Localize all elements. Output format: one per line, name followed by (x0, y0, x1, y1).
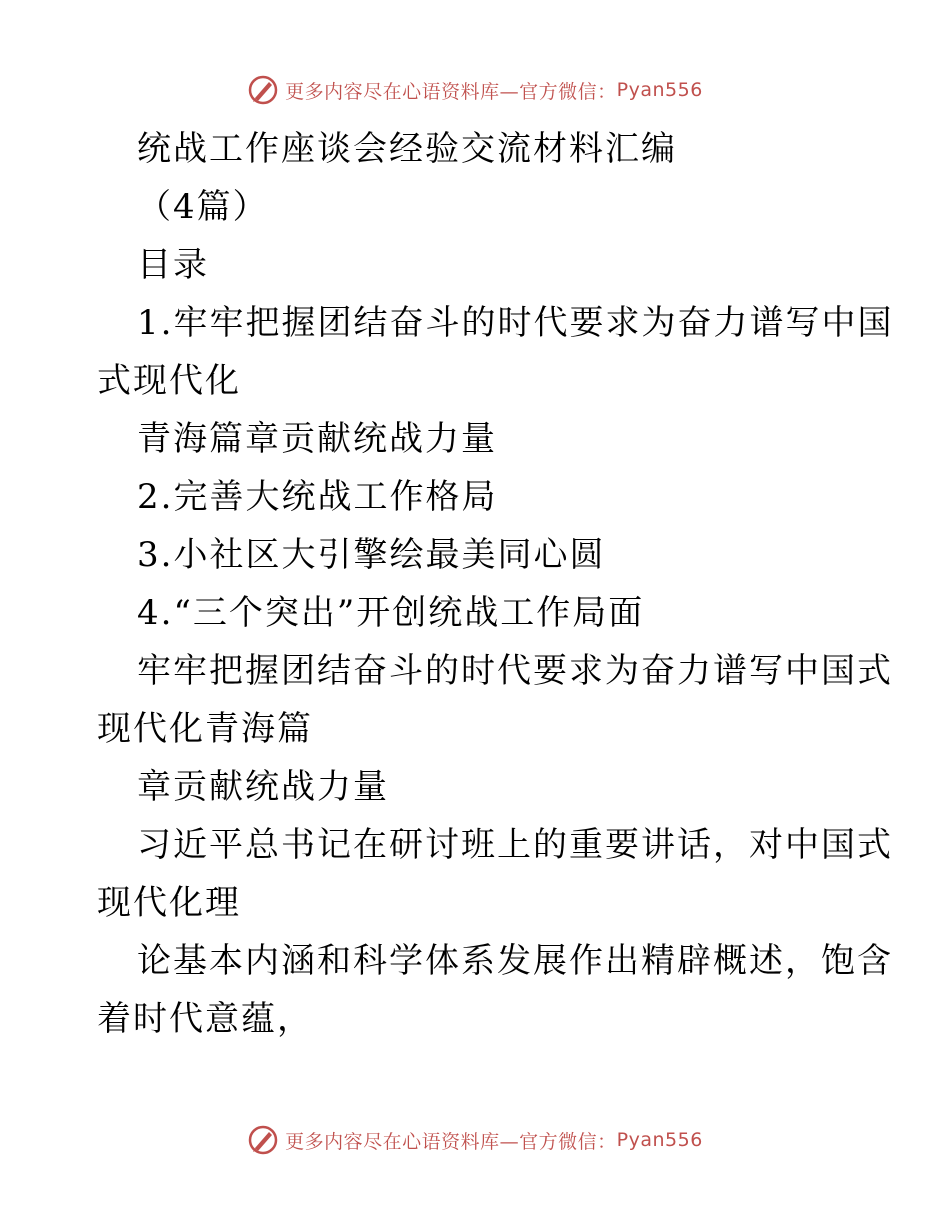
watermark-text: 更多内容尽在心语资料库—官方微信： (285, 1130, 617, 1153)
paragraph-line: 习近平总书记在研讨班上的重要讲话，对中国式 (137, 825, 893, 865)
section-title-continued: 现代化青海篇 (97, 709, 313, 749)
header-watermark (0, 72, 950, 108)
watermark-brand: Pyan556 (616, 1129, 703, 1151)
toc-item-1-continued-2: 青海篇章贡献统战力量 (137, 419, 497, 459)
toc-item-4: 4.“三个突出”开创统战工作局面 (137, 593, 645, 633)
section-title: 牢牢把握团结奋斗的时代要求为奋力谱写中国式 (137, 651, 893, 691)
watermark-text: 更多内容尽在心语资料库—官方微信： (285, 80, 617, 103)
document-body (97, 120, 894, 1048)
footer-watermark (0, 1122, 950, 1158)
toc-item-2: 2.完善大统战工作格局 (137, 477, 498, 517)
paragraph-line: 现代化理 (97, 883, 241, 923)
doc-title: 统战工作座谈会经验交流材料汇编 (137, 129, 677, 169)
paragraph-line: 论基本内涵和科学体系发展作出精辟概述，饱含 (137, 941, 893, 981)
pen-logo-icon (247, 1124, 279, 1156)
toc-item-1: 1.牢牢把握团结奋斗的时代要求为奋力谱写中国 (137, 303, 894, 343)
watermark-brand: Pyan556 (616, 79, 703, 101)
paragraph-line: 着时代意蕴， (97, 999, 313, 1039)
toc-heading: 目录 (137, 245, 209, 285)
toc-item-1-continued: 式现代化 (97, 361, 241, 401)
toc-item-3: 3.小社区大引擎绘最美同心圆 (137, 535, 606, 575)
section-title-continued-2: 章贡献统战力量 (137, 767, 389, 807)
doc-subtitle: （4篇） (137, 187, 269, 227)
pen-logo-icon (247, 74, 279, 106)
